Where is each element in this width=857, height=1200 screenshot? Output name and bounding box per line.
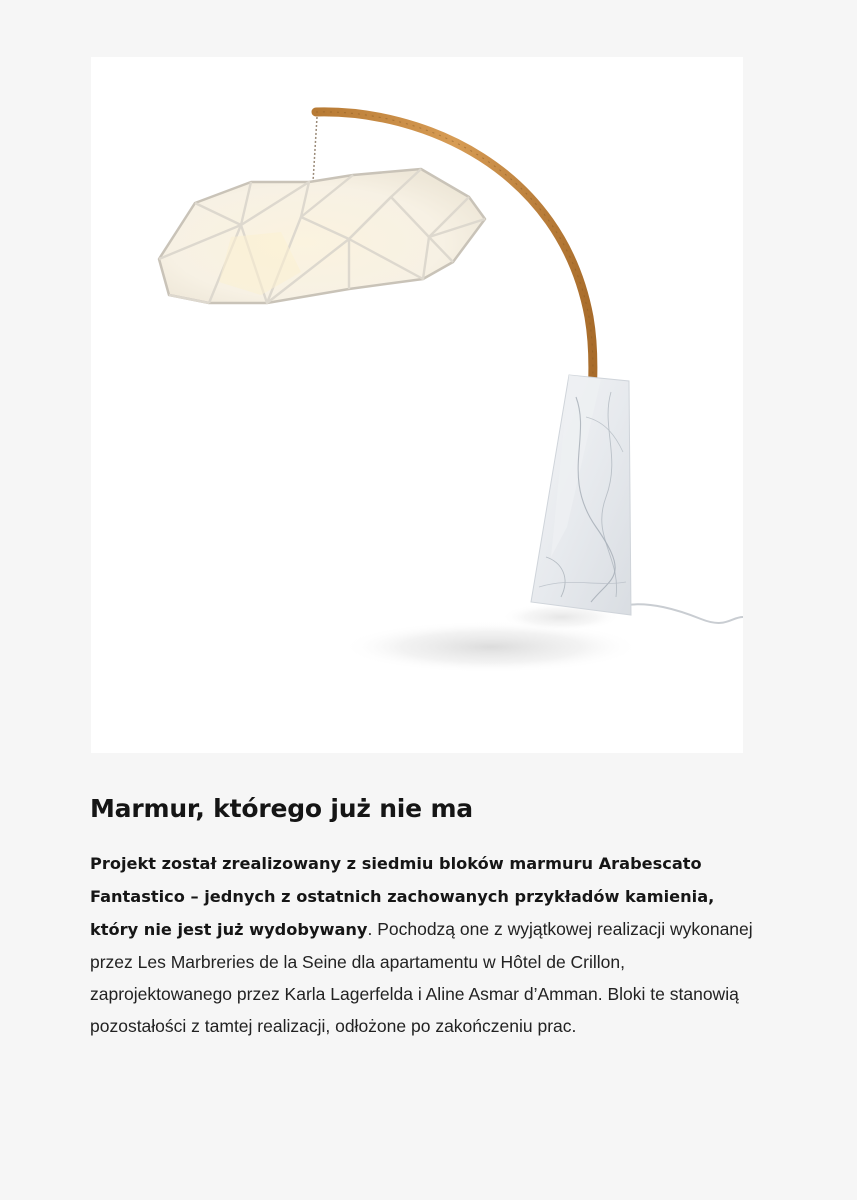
origami-lampshade xyxy=(159,169,485,303)
power-cable xyxy=(626,604,743,623)
article-lead-bold: Projekt został zrealizowany z siedmiu bloków marmuru Arabescato Fantastico – jednych z ostatnich zachowanych przykładów kamienia, który nie jest już wydobywany xyxy=(90,854,715,939)
article-heading: Marmur, którego już nie ma xyxy=(90,794,473,823)
article-body-text: . Pochodzą one z wyjątkowej realizacji wykonanej przez Les Marbreries de la Seine dla apartamentu w Hôtel de Crillon, zaprojektowanego przez Karla Lagerfelda i Aline Asmar d’Amman. Bloki te stanowią pozostałości z tamtej realizacji, odłożone po zakończeniu prac. xyxy=(90,919,753,1036)
article-body xyxy=(90,847,762,1042)
pull-chain xyxy=(313,117,317,182)
product-photo xyxy=(91,57,743,753)
floor-lamp-illustration xyxy=(91,57,743,753)
floor-shadow xyxy=(341,621,641,673)
